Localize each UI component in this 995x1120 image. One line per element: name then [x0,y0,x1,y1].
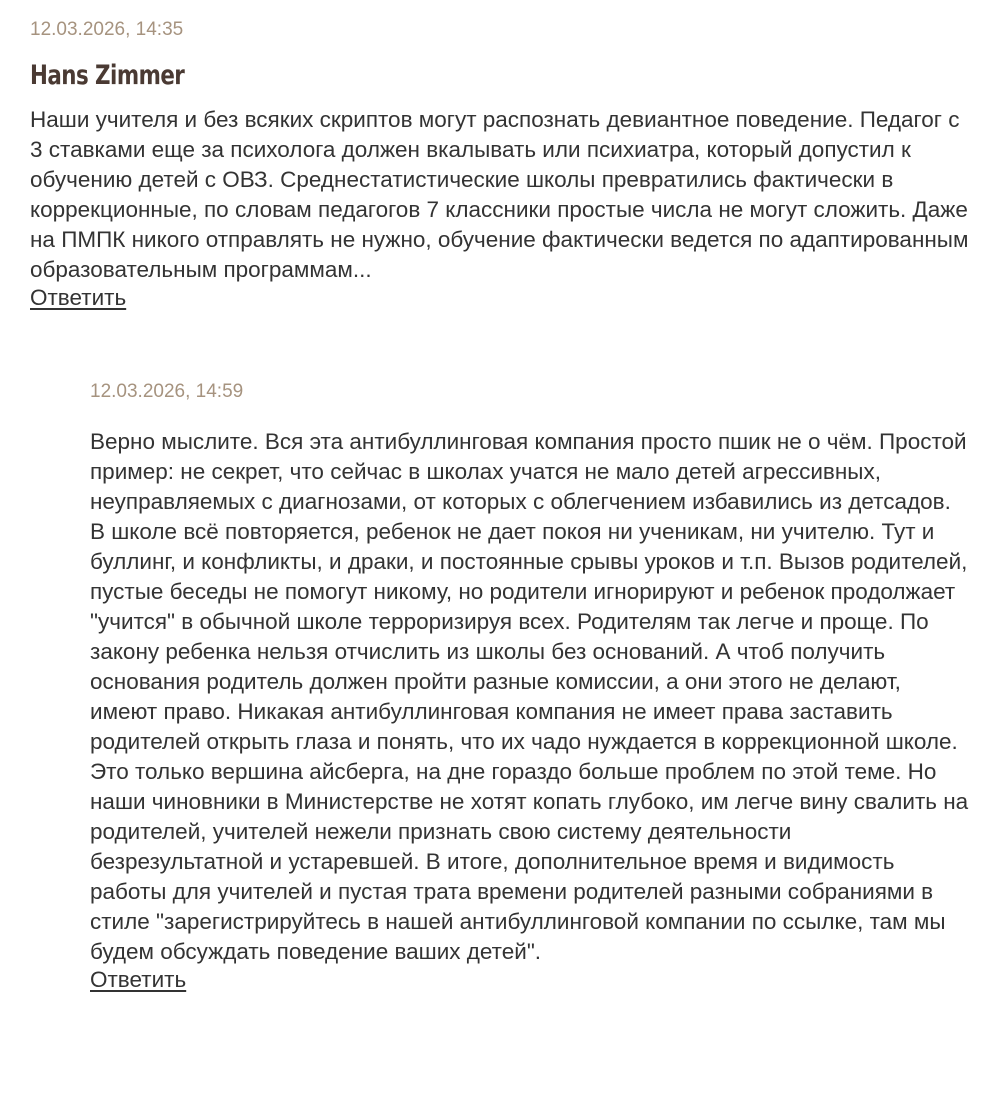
comment-text: Наши учителя и без всяких скриптов могут распознать девиантное поведение. Педагог с 3 ставками еще за психолога должен вкалывать или психиатра, который допустил к обучению детей с ОВЗ. Среднестатистические школы превратились фактически в коррекционные, по словам педагогов 7 классники простые числа не могут сложить. Даже на ПМПК никого отправлять не нужно, обучение фактически ведется по адаптированным образовательным программам... [30,107,969,282]
comment [30,18,970,311]
reply-comment [90,380,970,993]
comment-date: 12.03.2026, 14:35 [30,19,184,40]
reply-link[interactable]: Ответить [30,285,127,310]
comment-date: 12.03.2026, 14:59 [90,381,244,402]
comment-text: Верно мыслите. Вся эта антибуллинговая компания просто пшик не о чём. Простой пример: не секрет, что сейчас в школах учатся не мало детей агрессивных, неуправляемых с диагнозами, от которых с облегчением избавились из детсадов. В школе всё повторяется, ребенок не дает покоя ни ученикам, ни учителю. Тут и буллинг, и конфликты, и драки, и постоянные срывы уроков и т.п. Вызов родителей, пустые беседы не помогут никому, но родители игнорируют и ребенок продолжает "учится" в обычной школе терроризируя всех. Родителям так легче и проще. По закону ребенка нельзя отчислить из школы без оснований. А чтоб получить основания родитель должен пройти разные комиссии, а они этого не делают, имеют право. Никакая антибуллинговая компания не имеет права заставить родителей открыть глаза и понять, что их чадо нуждается в коррекционной школе. Это только вершина айсберга, на дне гораздо больше проблем по этой теме. Но наши чиновники в Министерстве не хотят копать глубоко, им легче вину свалить на родителей, учителей нежели признать свою систему деятельности безрезультатной и устаревшей. В итоге, дополнительное время и видимость работы для учителей и пустая трата времени родителей разными собраниями в стиле "зарегистрируйтесь в нашей антибуллинговой компании по ссылке, там мы будем обсуждать поведение ваших детей". [90,429,969,964]
reply-link[interactable]: Ответить [90,967,187,992]
comment-author: Hans Zimmer [30,60,185,91]
